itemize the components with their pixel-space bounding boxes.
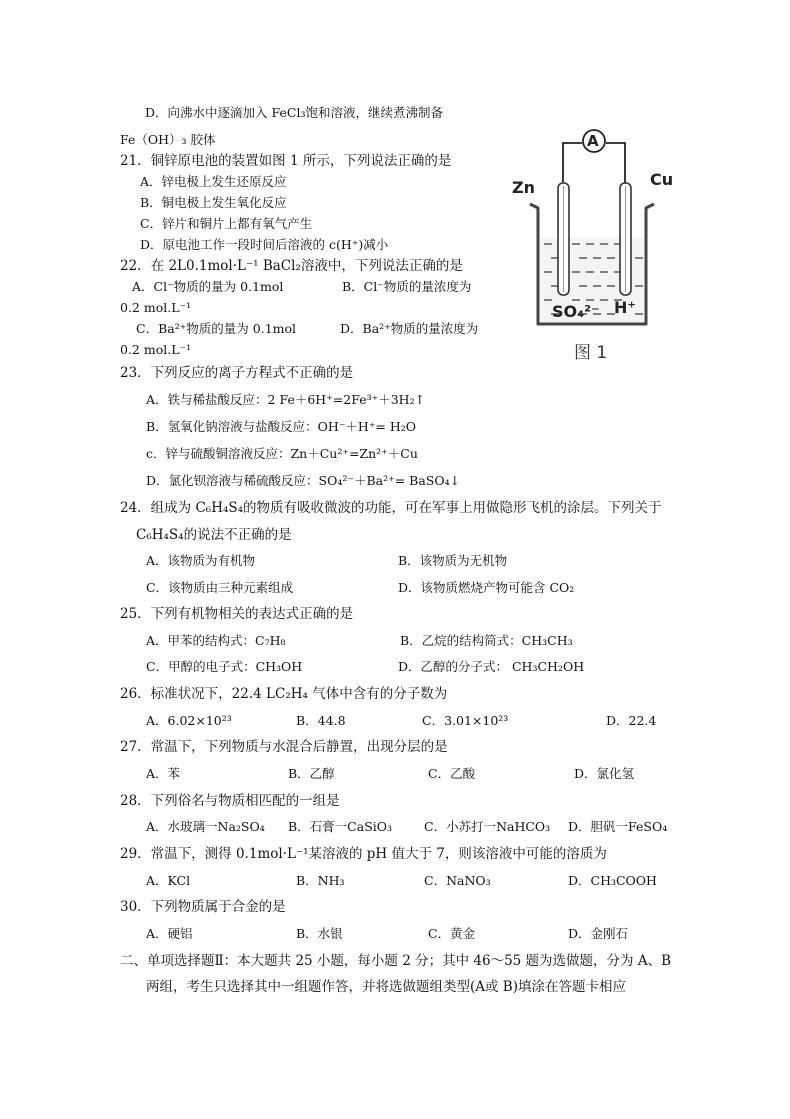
text-line-l46: 29．常温下，测得 0.1mol·L⁻¹某溶液的 pH 值大于 7，则该溶液中可能的溶质为: [120, 846, 607, 862]
ammeter-label: A: [587, 132, 599, 150]
text-line-l01: D．向沸水中逐滴加入 FeCl₃饱和溶液，继续煮沸制备: [145, 105, 443, 120]
text-line-l09: A．Cl⁻物质的量为 0.1mol: [132, 279, 284, 294]
text-line-l40: D．氯化氢: [574, 766, 635, 781]
figure-caption: 图 1: [574, 343, 608, 363]
text-line-l30: D．乙醇的分子式： CH₃CH₂OH: [398, 659, 585, 674]
text-line-l39: C．乙酸: [428, 766, 476, 781]
text-line-l20: 24．组成为 C₆H₄S₄的物质有吸收微波的功能，可在军事上用做隐形飞机的涂层。下列关于: [120, 500, 662, 516]
text-line-l29: C．甲醇的电子式：CH₃OH: [146, 659, 303, 674]
text-line-l14: 0.2 mol.L⁻¹: [120, 342, 192, 357]
text-line-l25: D．该物质燃烧产物可能含 CO₂: [398, 580, 575, 595]
text-line-l27: A．甲苯的结构式：C₇H₈: [146, 633, 286, 648]
text-line-l04: A．锌电极上发生还原反应: [140, 174, 287, 189]
text-line-l21: C₆H₄S₄的说法不正确的是: [136, 527, 292, 543]
text-line-l47: A．KCl: [146, 873, 191, 888]
figure-galvanic-cell: [508, 126, 674, 366]
text-line-l52: A．硬铝: [146, 926, 193, 941]
text-line-l16: A．铁与稀盐酸反应：2 Fe＋6H⁺=2Fe³⁺＋3H₂↑: [146, 392, 426, 407]
text-line-l23: B．该物质为无机物: [398, 553, 508, 568]
text-line-l24: C．该物质由三种元素组成: [146, 580, 294, 595]
text-line-l37: A．苯: [146, 766, 181, 781]
text-line-l42: A．水玻璃一Na₂SO₄: [146, 819, 265, 834]
text-line-l11: 0.2 mol.L⁻¹: [120, 300, 192, 315]
text-line-l15: 23．下列反应的离子方程式不正确的是: [120, 365, 354, 381]
text-line-l28: B．乙烷的结构简式：CH₃CH₃: [400, 633, 573, 648]
text-line-l55: D．金刚石: [568, 926, 629, 941]
text-line-l50: D．CH₃COOH: [568, 873, 657, 888]
text-line-l33: B．44.8: [296, 713, 346, 728]
text-line-l10: B．Cl⁻物质的量浓度为: [342, 279, 472, 294]
text-line-l49: C．NaNO₃: [424, 873, 491, 888]
galvanic-cell-diagram: [508, 126, 668, 366]
text-line-l32: A．6.02×10²³: [146, 713, 232, 728]
text-line-l35: D．22.4: [606, 713, 657, 728]
text-line-l19: D．氯化钡溶液与稀硫酸反应：SO₄²⁻＋Ba²⁺= BaSO₄↓: [146, 473, 461, 488]
text-line-l34: C．3.01×10²³: [422, 713, 509, 728]
text-line-l08: 22．在 2L0.1mol·L⁻¹ BaCl₂溶液中，下列说法正确的是: [120, 258, 463, 274]
text-line-l03: 21．铜锌原电池的装置如图 1 所示，下列说法正确的是: [120, 153, 452, 169]
text-line-l31: 26．标准状况下，22.4 LC₂H₄ 气体中含有的分子数为: [120, 686, 448, 702]
right-wire: [606, 143, 625, 183]
text-line-l02: Fe（OH）₃ 胶体: [120, 132, 216, 147]
text-line-l56: 二、单项选择题Ⅱ：本大题共 25 小题，每小题 2 分；其中 46～55 题为选做题，分为 A、B: [120, 953, 672, 969]
text-line-l45: D．胆矾一FeSO₄: [568, 819, 668, 834]
text-line-l44: C．小苏打一NaHCO₃: [424, 819, 551, 834]
text-line-l05: B．铜电极上发生氧化反应: [140, 195, 287, 210]
text-line-l13: D．Ba²⁺物质的量浓度为: [340, 321, 479, 336]
text-line-l57: 两组，考生只选择其中一组题作答，并将选做题组类型(A或 B)填涂在答题卡相应: [146, 979, 626, 995]
text-line-l36: 27．常温下，下列物质与水混合后静置，出现分层的是: [120, 739, 448, 755]
text-line-l53: B．水银: [296, 926, 343, 941]
text-line-l26: 25．下列有机物相关的表达式正确的是: [120, 606, 354, 622]
text-line-l48: B．NH₃: [296, 873, 345, 888]
text-line-l43: B．石膏一CaSiO₃: [288, 819, 393, 834]
text-line-l22: A．该物质为有机物: [146, 553, 256, 568]
zn-label: Zn: [512, 178, 535, 197]
text-line-l12: C．Ba²⁺物质的量为 0.1mol: [136, 321, 297, 336]
text-line-l17: B．氢氧化钠溶液与盐酸反应：OH⁻＋H⁺= H₂O: [146, 419, 417, 434]
text-line-l54: C．黄金: [428, 926, 476, 941]
left-wire: [563, 143, 582, 183]
sulfate-ion-label: SO₄²⁻: [552, 302, 600, 321]
text-line-l41: 28．下列俗名与物质相匹配的一组是: [120, 793, 340, 809]
cu-label: Cu: [650, 170, 674, 189]
text-line-l51: 30．下列物质属于合金的是: [120, 899, 286, 915]
text-line-l07: D．原电池工作一段时间后溶液的 c(H⁺)减小: [140, 237, 389, 252]
text-line-l06: C．锌片和铜片上都有氧气产生: [140, 216, 313, 231]
hydrogen-ion-label: H⁺: [614, 298, 636, 317]
text-line-l38: B．乙醇: [288, 766, 335, 781]
text-line-l18: c．锌与硫酸铜溶液反应：Zn＋Cu²⁺=Zn²⁺＋Cu: [146, 446, 418, 461]
